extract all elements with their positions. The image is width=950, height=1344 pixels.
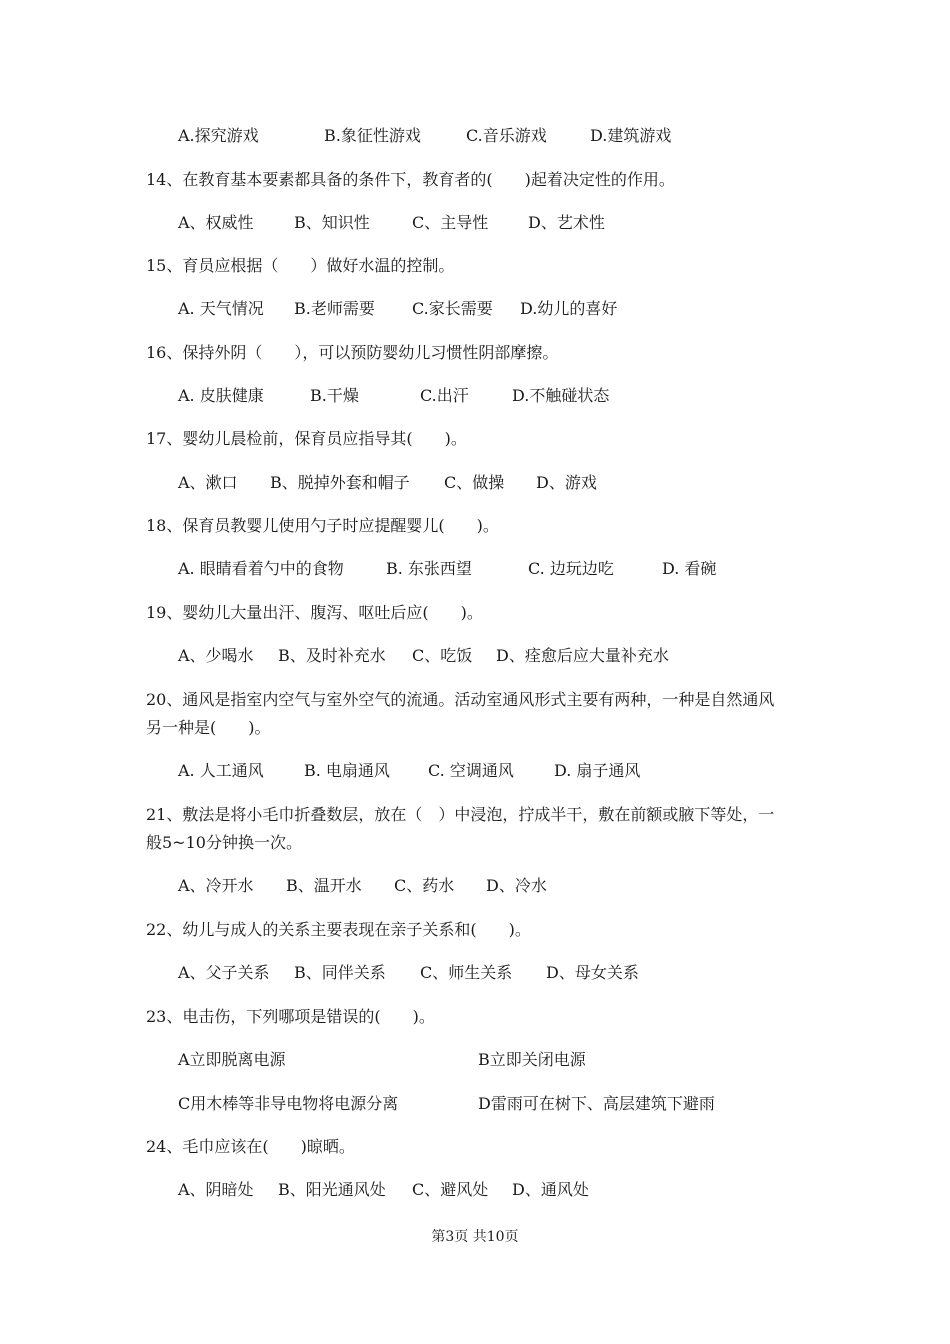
option-b: B、及时补充水	[278, 646, 386, 665]
option-d: D. 看碗	[662, 559, 717, 578]
option-c: C. 边玩边吃	[528, 559, 614, 578]
option-d: D、艺术性	[528, 213, 605, 232]
option-a: A、父子关系	[178, 963, 270, 982]
option-a: A立即脱离电源	[178, 1050, 286, 1069]
question-18: 18、保育员教婴儿使用勺子时应提醒婴儿( )。	[146, 516, 499, 535]
question-21-cont: 般5~10分钟换一次。	[146, 833, 302, 852]
question-20: 20、通风是指室内空气与室外空气的流通。活动室通风形式主要有两种，一种是自然通风	[146, 690, 775, 709]
option-d: D.幼儿的喜好	[520, 299, 618, 318]
question-19: 19、婴幼儿大量出汗、腹泻、呕吐后应( )。	[146, 603, 483, 622]
question-17: 17、婴幼儿晨检前，保育员应指导其( )。	[146, 429, 467, 448]
question-24: 24、毛巾应该在( )晾晒。	[146, 1137, 355, 1156]
question-21: 21、敷法是将小毛巾折叠数层，放在（ ）中浸泡，拧成半干，敷在前额或腋下等处，一	[146, 805, 775, 824]
option-c: C、做操	[444, 473, 505, 492]
option-d: D、母女关系	[546, 963, 639, 982]
option-d: D雷雨可在树下、高层建筑下避雨	[478, 1094, 715, 1113]
option-c: C、药水	[394, 876, 455, 895]
option-a: A. 眼睛看着勺中的食物	[178, 559, 344, 578]
option-b: B、阳光通风处	[278, 1180, 386, 1199]
option-c: C.音乐游戏	[466, 126, 547, 145]
option-d: D.建筑游戏	[590, 126, 672, 145]
option-a: A. 天气情况	[178, 299, 264, 318]
option-c: C用木棒等非导电物将电源分离	[178, 1094, 399, 1113]
option-c: C. 空调通风	[428, 761, 514, 780]
option-b: B. 电扇通风	[304, 761, 390, 780]
option-b: B.干燥	[310, 386, 359, 405]
option-b: B、同伴关系	[294, 963, 386, 982]
option-c: C.出汗	[420, 386, 469, 405]
option-d: D、游戏	[536, 473, 597, 492]
option-d: D、通风处	[512, 1180, 589, 1199]
option-a: A、漱口	[178, 473, 238, 492]
option-b: B.象征性游戏	[324, 126, 421, 145]
option-d: D、痊愈后应大量补充水	[496, 646, 669, 665]
option-c: C、主导性	[412, 213, 489, 232]
question-22: 22、幼儿与成人的关系主要表现在亲子关系和( )。	[146, 920, 531, 939]
option-b: B、温开水	[286, 876, 362, 895]
question-20-cont: 另一种是( )。	[146, 718, 271, 737]
option-c: C、吃饭	[412, 646, 473, 665]
option-a: A. 人工通风	[178, 761, 264, 780]
question-15: 15、育员应根据（ ）做好水温的控制。	[146, 256, 455, 275]
option-d: D、冷水	[486, 876, 547, 895]
option-b: B立即关闭电源	[478, 1050, 586, 1069]
question-16: 16、保持外阴（ ），可以预防婴幼儿习惯性阴部摩擦。	[146, 343, 559, 362]
option-a: A.探究游戏	[178, 126, 259, 145]
option-a: A、阴暗处	[178, 1180, 254, 1199]
option-a: A. 皮肤健康	[178, 386, 264, 405]
question-14: 14、在教育基本要素都具备的条件下，教育者的( )起着决定性的作用。	[146, 170, 675, 189]
page-number: 第3页 共10页	[431, 1229, 519, 1245]
option-d: D.不触碰状态	[512, 386, 610, 405]
option-a: A、少喝水	[178, 646, 254, 665]
option-b: B、知识性	[294, 213, 370, 232]
option-c: C.家长需要	[412, 299, 493, 318]
option-d: D. 扇子通风	[554, 761, 641, 780]
option-b: B.老师需要	[294, 299, 375, 318]
option-b: B、脱掉外套和帽子	[270, 473, 410, 492]
option-a: A、权威性	[178, 213, 254, 232]
option-c: C、师生关系	[420, 963, 513, 982]
question-23: 23、电击伤，下列哪项是错误的( )。	[146, 1007, 435, 1026]
option-b: B. 东张西望	[386, 559, 472, 578]
option-a: A、冷开水	[178, 876, 254, 895]
option-c: C、避风处	[412, 1180, 489, 1199]
